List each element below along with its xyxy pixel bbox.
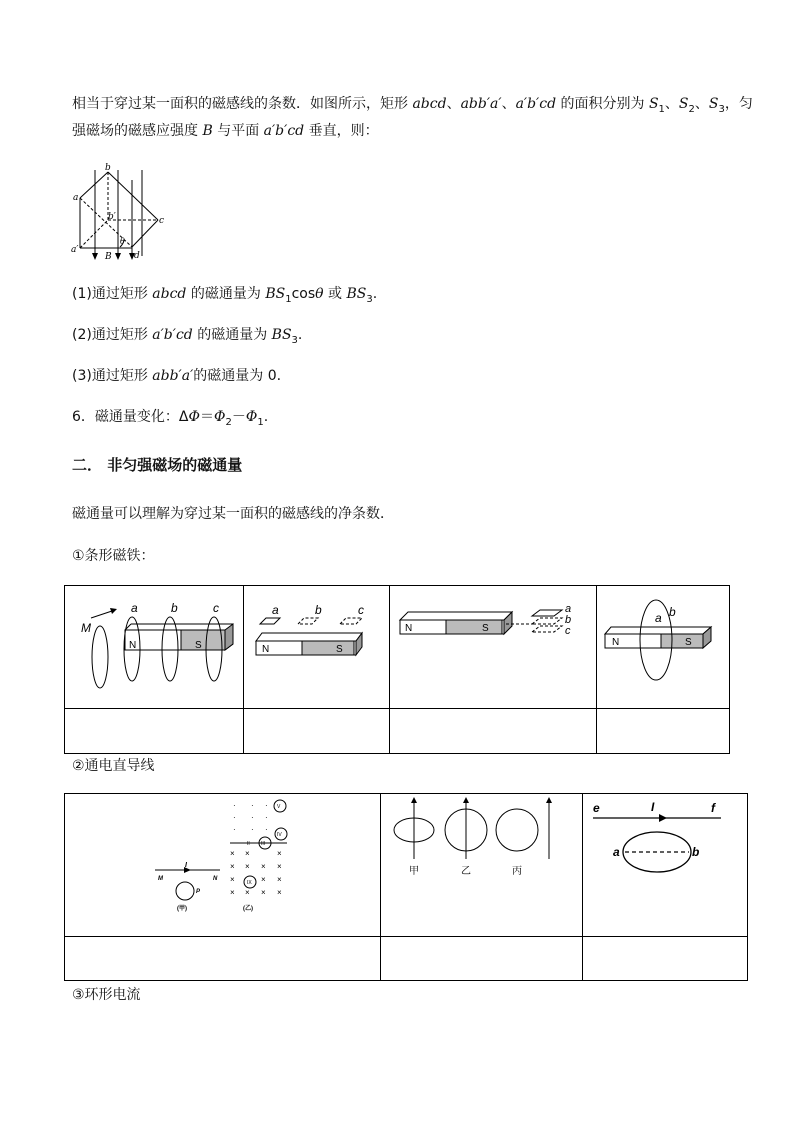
text: 垂直，则： (304, 123, 379, 139)
label-III: III (261, 841, 266, 847)
svg-text:×: × (230, 849, 235, 858)
label-yi: 乙 (461, 866, 471, 877)
label-e: e (593, 801, 600, 815)
item-3 (72, 363, 281, 389)
label-I: I (651, 800, 655, 814)
wire-cell-3 (583, 794, 748, 937)
magnet-answer-4[interactable] (596, 709, 729, 754)
magnet-figure-3 (390, 586, 595, 704)
sub: 3 (718, 103, 725, 115)
rect-abba: abb′a′ (460, 96, 502, 112)
label-b-prime: b′ (108, 212, 116, 222)
text: (1)通过矩形 (72, 286, 153, 302)
label-theta: θ (120, 237, 125, 246)
section-2-title: 二． 非匀强磁场的磁通量 (72, 456, 243, 474)
ring-current-heading: ③环形电流 (72, 987, 141, 1003)
magnet-cell-1 (65, 586, 244, 709)
label-jia: (甲) (177, 906, 187, 912)
label-S: S (482, 623, 490, 634)
text: . (372, 286, 378, 302)
sub: 3 (366, 293, 373, 305)
text: 相当于穿过某一面积的磁感线的条数．如图所示，矩形 (72, 96, 413, 112)
label-IX: IX (247, 880, 252, 886)
wire-figure-1 (65, 794, 380, 932)
svg-text:·: · (233, 813, 236, 822)
svg-text:×: × (245, 862, 250, 871)
wire-answer-1[interactable] (65, 937, 381, 981)
label-M: M (158, 876, 163, 882)
phi: Φ (188, 409, 200, 425)
label-b: b (105, 163, 111, 173)
item-6 (72, 404, 268, 436)
svg-text:·: · (265, 825, 268, 834)
label-M: M (81, 621, 91, 635)
sub: 3 (291, 334, 298, 346)
svg-text:·: · (251, 813, 254, 822)
label-N: N (262, 644, 270, 655)
svg-text:·: · (233, 825, 236, 834)
wire-answer-3[interactable] (583, 937, 748, 981)
magnet-answer-2[interactable] (244, 709, 390, 754)
text: 、 (501, 96, 516, 112)
magnet-answer-1[interactable] (65, 709, 244, 754)
svg-text:×: × (230, 888, 235, 897)
label-bing: 丙 (512, 866, 522, 877)
svg-text:×: × (245, 888, 250, 897)
svg-text:×: × (230, 875, 235, 884)
svg-text:·: · (265, 813, 268, 822)
svg-text:×: × (261, 862, 266, 871)
svg-text:×: × (245, 849, 250, 858)
bar-magnet-heading: ①条形磁铁： (72, 548, 155, 564)
wire-figure-2 (381, 794, 582, 932)
formula: BS (271, 327, 292, 343)
svg-text:×: × (277, 849, 282, 858)
text: 的面积分别为 (556, 96, 649, 112)
label-b: b (668, 605, 676, 619)
label-f: f (711, 801, 715, 815)
rect: a′b′cd (152, 327, 193, 343)
svg-text:×: × (277, 875, 282, 884)
svg-text:·: · (233, 801, 236, 810)
label-a: a (272, 603, 279, 617)
label-a: a (73, 193, 79, 203)
label-IV: IV (277, 832, 282, 838)
sub: 1 (257, 416, 264, 428)
label-a-prime: a′ (71, 245, 79, 255)
text: . (297, 327, 303, 343)
label-S: S (684, 637, 692, 648)
svg-text:×: × (261, 875, 266, 884)
phi: Φ (245, 409, 258, 425)
label-V: V (277, 804, 281, 810)
label-c: c (358, 603, 365, 617)
rect: abb′a′ (152, 368, 194, 384)
text: 、 (446, 96, 461, 112)
sub: 2 (225, 416, 232, 428)
label-c: c (565, 625, 571, 637)
label-c: c (213, 601, 219, 615)
magnet-cell-3 (390, 586, 596, 709)
rect-abcd-prime: a′b′cd (515, 96, 557, 112)
label-d: d (134, 251, 140, 261)
magnet-figure-2 (244, 586, 389, 704)
label-S: S (195, 640, 202, 651)
text: 6．磁通量变化：Δ (72, 409, 189, 425)
bar-magnet-table (64, 585, 730, 754)
label-N: N (405, 623, 413, 634)
label-N: N (213, 876, 218, 882)
rect-abcd: abcd (412, 96, 447, 112)
rect: abcd (152, 286, 187, 302)
sub: 2 (688, 103, 695, 115)
text: 的磁通量为 0. (193, 368, 282, 384)
magnet-answer-3[interactable] (390, 709, 596, 754)
magnet-cell-2 (244, 586, 390, 709)
item-2 (72, 322, 302, 354)
label-b: b (171, 601, 178, 615)
label-B: B (105, 252, 112, 262)
svg-text:×: × (261, 888, 266, 897)
text: 的磁通量为 (186, 286, 266, 302)
wire-figure-3 (583, 794, 747, 932)
label-b: b (692, 845, 700, 859)
label-c: c (159, 216, 165, 226)
sub: 1 (658, 103, 665, 115)
wire-answer-2[interactable] (381, 937, 583, 981)
text: 或 (323, 286, 347, 302)
text: 、 (664, 96, 679, 112)
svg-text:·: · (265, 801, 268, 810)
label-jia: 甲 (409, 866, 419, 877)
label-a: a (565, 603, 572, 615)
svg-text:×: × (277, 888, 282, 897)
formula: BS (265, 286, 286, 302)
wire-cell-1 (65, 794, 381, 937)
item-1 (72, 281, 377, 313)
text: ＝ (199, 409, 214, 425)
cos: cos (291, 286, 316, 302)
label-b: b (565, 614, 572, 626)
theta: θ (315, 286, 324, 302)
rectangle-flux-figure (70, 160, 180, 270)
plane: a′b′cd (263, 123, 305, 139)
text: 、 (694, 96, 709, 112)
straight-wire-table (64, 793, 748, 981)
intro-line-2 (72, 118, 379, 144)
svg-text:·: · (251, 801, 254, 810)
magnet-figure-1 (65, 586, 243, 704)
svg-text:×: × (230, 862, 235, 871)
label-S: S (336, 644, 343, 655)
text: . (263, 409, 269, 425)
label-b: b (315, 603, 322, 617)
text: 的磁通量为 (192, 327, 272, 343)
S1: S (648, 96, 659, 112)
wire-cell-2 (381, 794, 583, 937)
text: ，匀 (724, 96, 753, 112)
sub: 1 (285, 293, 292, 305)
text: － (231, 409, 246, 425)
label-I: I (185, 862, 187, 869)
label-II: II (247, 841, 250, 847)
magnet-cell-4 (596, 586, 729, 709)
formula: BS (346, 286, 367, 302)
svg-text:·: · (251, 825, 254, 834)
text: 与平面 (212, 123, 264, 139)
B: B (202, 123, 213, 139)
svg-text:×: × (277, 862, 282, 871)
label-a: a (131, 601, 138, 615)
S2: S (678, 96, 689, 112)
magnet-figure-4 (597, 586, 729, 704)
text: (2)通过矩形 (72, 327, 153, 343)
label-N: N (129, 640, 137, 651)
label-P: P (196, 889, 201, 895)
label-a: a (613, 845, 620, 859)
text: (3)通过矩形 (72, 368, 153, 384)
S3: S (708, 96, 719, 112)
text: 强磁场的磁感应强度 (72, 123, 203, 139)
straight-wire-heading: ②通电直导线 (72, 758, 155, 774)
label-a: a (654, 611, 662, 625)
label-N: N (611, 637, 620, 648)
label-yi: (乙) (243, 906, 253, 912)
section-2-desc: 磁通量可以理解为穿过某一面积的磁感线的净条数． (72, 506, 394, 522)
phi: Φ (213, 409, 226, 425)
